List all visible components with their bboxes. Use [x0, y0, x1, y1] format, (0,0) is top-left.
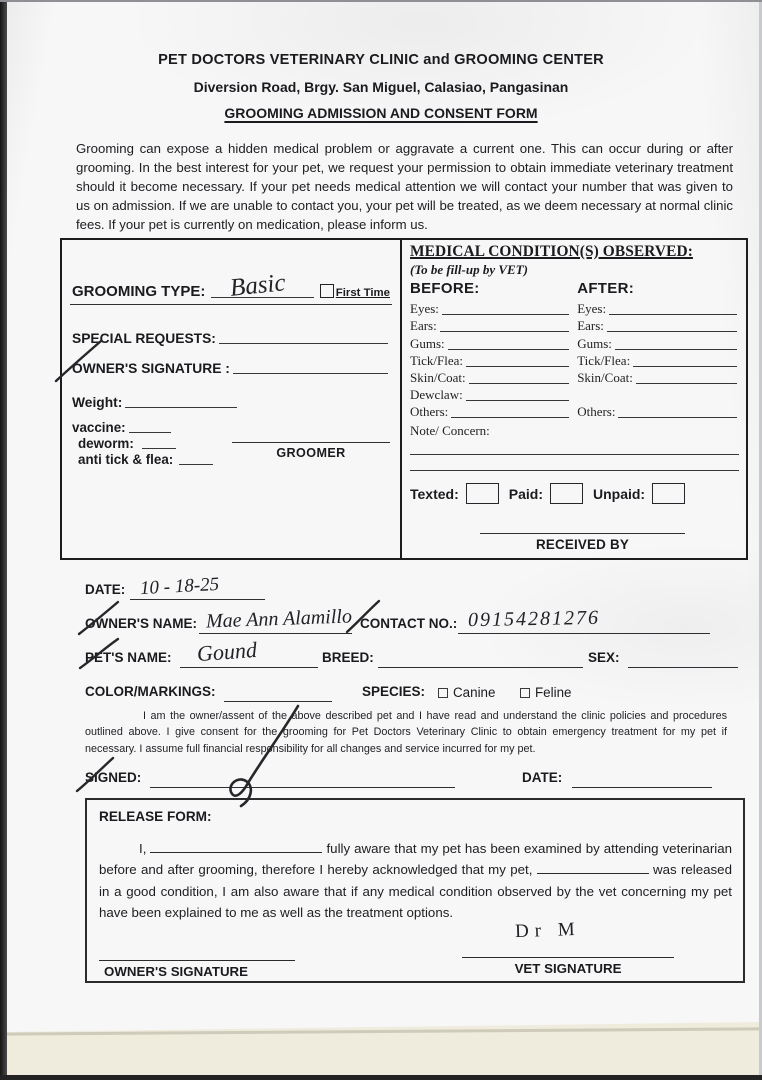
after-column — [571, 280, 739, 420]
contact-no-field — [458, 632, 710, 634]
blank-line — [615, 348, 737, 350]
intro-paragraph: Grooming can expose a hidden medical problem or aggravate a current one. This can occur during or after grooming. In the best interest for your pet, we request your permission to obtain immediate veterinary treatment should it become necessary. If your pet needs medical attention we will contact your number that was given to us on admission. If we are unable to contact you, your pet will be treated, as we deem necessary at normal clinic fees. If your pet is currently on medication, please inform us. — [76, 141, 733, 232]
anti-tick-flea-field — [179, 463, 213, 465]
paper-bottom-edge — [0, 1018, 762, 1080]
release-text-3: was released in a good condition, I am also aware that if any medical condition observed by the vet concerning my pet have been explained to me as well as the treatment options. — [99, 862, 732, 920]
before-skincoat-row — [410, 369, 571, 386]
special-requests-row — [72, 326, 390, 346]
grooming-type-field — [211, 269, 313, 302]
anti-tick-flea-label: anti tick & flea: — [78, 452, 174, 467]
species-option-feline — [520, 685, 571, 700]
vet-signature-handwriting: Dr M — [514, 918, 582, 943]
canine-checkbox — [438, 688, 448, 698]
field-label: Others: — [577, 404, 616, 420]
after-label: AFTER: — [577, 280, 634, 297]
owner-signature-block — [99, 948, 295, 979]
field-label: Eyes: — [410, 301, 439, 317]
form-title: GROOMING ADMISSION AND CONSENT FORM — [224, 105, 538, 121]
release-name-blank — [150, 839, 322, 853]
grooming-box — [62, 240, 400, 558]
before-column — [410, 280, 571, 420]
field-label: Gums: — [410, 335, 445, 351]
blank-line — [440, 330, 569, 332]
owner-signature-row — [72, 356, 390, 376]
clinic-address: Diversion Road, Brgy. San Miguel, Calasiao, Pangasinan — [193, 79, 569, 95]
signed-field — [150, 786, 455, 788]
after-others-row — [577, 403, 739, 420]
note-concern-label: Note/ Concern: — [410, 423, 490, 439]
grooming-type-label: GROOMING TYPE: — [72, 283, 206, 300]
field-label: Skin/Coat: — [410, 369, 466, 385]
owner-signature-label: OWNER'S SIGNATURE : — [72, 361, 230, 376]
texted-checkbox — [466, 483, 499, 504]
blank-line — [466, 399, 570, 401]
release-text-1: I, — [139, 841, 147, 856]
owner-signature-caption: OWNER'S SIGNATURE — [104, 964, 249, 979]
groomer-signature-block — [232, 432, 390, 460]
texted-label: Texted: — [410, 485, 459, 502]
color-markings-label: COLOR/MARKINGS: — [85, 684, 216, 699]
after-eyes-row — [577, 300, 739, 317]
field-label: Others: — [410, 404, 449, 420]
received-by-block — [480, 523, 685, 552]
feline-label: Feline — [535, 685, 572, 700]
vet-signature-block — [462, 945, 674, 976]
blank-line — [636, 382, 737, 384]
date-handwriting: 10 - 18-25 — [139, 573, 220, 600]
groomer-label: GROOMER — [276, 446, 346, 460]
after-ears-row — [577, 317, 739, 334]
after-skincoat-row — [577, 369, 739, 386]
medical-subtitle: (To be fill-up by VET) — [410, 262, 528, 277]
scan-edge-left — [0, 0, 7, 1080]
vaccine-field — [129, 431, 171, 433]
weight-field — [125, 406, 237, 408]
consent-fine-print: I am the owner/assent of the above described pet and I have read and understand the clinic policies and procedures outlined above. I give consent for the grooming for Pet Doctors Veterinary Clinic to obtain emergency treatment for my pet if necessary. I assume full financial responsibility for all changes and service incurred for my pet. — [85, 710, 727, 755]
blank-line — [469, 382, 570, 384]
note-line-2 — [410, 455, 739, 471]
field-label: Ears: — [410, 318, 437, 334]
vaccine-label: vaccine: — [72, 420, 126, 435]
paid-checkbox — [550, 483, 583, 504]
divider-line — [70, 304, 392, 305]
species-option-canine — [438, 685, 495, 700]
blank-line — [448, 348, 570, 350]
before-ears-row — [410, 317, 571, 334]
color-markings-field — [224, 700, 332, 702]
grooming-type-row — [72, 269, 390, 302]
blank-line — [633, 365, 737, 367]
paid-label: Paid: — [508, 485, 543, 502]
sex-field — [628, 666, 738, 668]
form-header — [0, 52, 762, 121]
deworm-label: deworm: — [78, 436, 134, 451]
owners-name-label: OWNER'S NAME: — [85, 616, 197, 631]
field-label: Ears: — [577, 318, 604, 334]
release-form-box — [85, 798, 745, 983]
before-label: BEFORE: — [410, 280, 480, 297]
release-form-title: RELEASE FORM: — [99, 809, 212, 824]
signed-date-field — [572, 786, 712, 788]
blank-line — [609, 313, 737, 315]
after-spacer-row — [577, 386, 739, 403]
medical-title: MEDICAL CONDITION(S) OBSERVED: — [410, 243, 693, 260]
signed-date-label: DATE: — [522, 770, 563, 785]
weight-row — [72, 390, 390, 410]
first-time-checkbox — [320, 284, 334, 298]
blank-line — [607, 330, 737, 332]
scan-edge-bottom — [0, 1075, 762, 1080]
before-dewclaw-row — [410, 386, 571, 403]
medical-conditions-content — [410, 243, 739, 504]
field-label: Tick/Flea: — [577, 352, 631, 368]
note-line-1 — [410, 439, 739, 455]
scan-edge-top — [0, 0, 762, 2]
medical-conditions-box — [400, 240, 746, 558]
before-tickflea-row — [410, 352, 571, 369]
before-eyes-row — [410, 300, 571, 317]
payment-status-row — [410, 483, 739, 504]
owner-signature-line — [99, 948, 295, 961]
vet-signature-caption: VET SIGNATURE — [514, 961, 622, 976]
unpaid-label: Unpaid: — [592, 485, 646, 502]
field-label: Tick/Flea: — [410, 352, 463, 368]
after-tickflea-row — [577, 352, 739, 369]
blank-line — [618, 416, 737, 418]
contact-no-handwriting: 09154281276 — [467, 606, 601, 632]
field-label: Eyes: — [577, 301, 607, 317]
pets-name-handwriting: Gound — [196, 636, 258, 667]
owner-signature-field — [233, 372, 388, 374]
clinic-name: PET DOCTORS VETERINARY CLINIC and GROOMING CENTER — [158, 52, 604, 68]
field-label: Dewclaw: — [410, 387, 463, 403]
special-requests-label: SPECIAL REQUESTS: — [72, 331, 216, 346]
after-gums-row — [577, 334, 739, 351]
release-form-body — [99, 838, 732, 923]
vet-signature-line — [462, 945, 674, 958]
breed-label: BREED: — [322, 650, 374, 665]
release-pet-blank — [537, 860, 649, 874]
unpaid-checkbox — [652, 483, 685, 504]
special-requests-field — [219, 342, 388, 344]
blank-line — [442, 313, 569, 315]
groomer-signature-line — [232, 432, 390, 443]
canine-label: Canine — [453, 685, 496, 700]
breed-field — [378, 666, 583, 668]
first-time-label: First Time — [335, 287, 390, 299]
field-label: Skin/Coat: — [577, 369, 633, 385]
pets-name-label: PET'S NAME: — [85, 650, 172, 665]
grooming-medical-table — [60, 238, 748, 560]
owners-name-handwriting: Mae Ann Alamillo — [205, 605, 353, 633]
signed-label: SIGNED: — [85, 770, 142, 785]
blank-line — [451, 416, 569, 418]
date-label: DATE: — [85, 582, 126, 597]
deworm-field — [142, 447, 176, 449]
before-gums-row — [410, 334, 571, 351]
species-label: SPECIES: — [362, 684, 426, 699]
blank-line — [466, 365, 569, 367]
received-by-label: RECEIVED BY — [536, 537, 629, 552]
weight-label: Weight: — [72, 395, 123, 410]
before-others-row — [410, 403, 571, 420]
grooming-type-handwriting: Basic — [228, 269, 287, 302]
received-by-line — [480, 523, 685, 534]
feline-checkbox — [520, 688, 530, 698]
release-text-2: fully aware that my pet has been examined by attending veterinarian before and after grooming, therefore I hereby acknowledged that my pet, — [99, 841, 732, 878]
contact-no-label: CONTACT NO.: — [360, 616, 458, 631]
sex-label: SEX: — [588, 650, 620, 665]
field-label: Gums: — [577, 335, 612, 351]
